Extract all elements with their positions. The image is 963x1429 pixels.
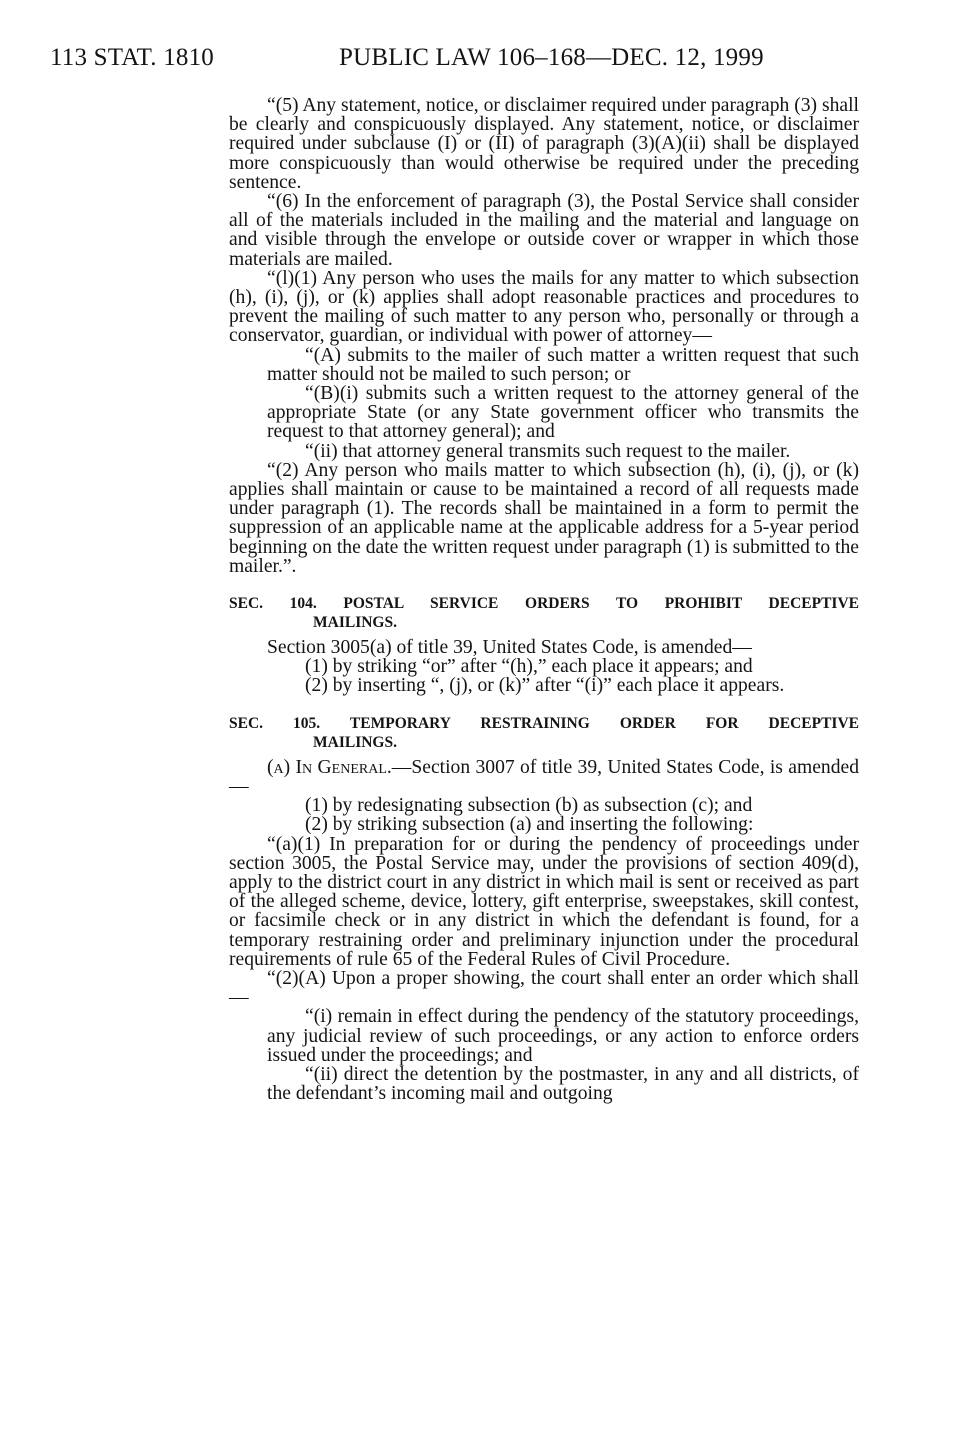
- subsection-l-2: “(2) Any person who mails matter to which subsection (h), (i), (j), or (k) applies shall maintain or cause to be maintained a record of all requests made under paragraph (1). The records shall be maintained in a form to permit the suppression of an applicable name at the applicable address for a 5-year period beginning on the date the written request under paragraph (1) is submitted to the mailer.”.: [229, 459, 859, 577]
- section-105-heading-line2: MAILINGS.: [313, 733, 397, 751]
- inserted-a-1: “(a)(1) In preparation for or during the pendency of proceedings under section 3005, the Postal Service may, under the provisions of section 409(d), apply to the district court in any district in which mail is sent or received as part of the alleged scheme, device, lottery, gift enterprise, sweepstakes, skill contest, or facsimile check or in any district in which the defendant is found, for a temporary restraining order and preliminary injunction under the procedural requirements of rule 65 of the Federal Rules of Civil Procedure.: [229, 833, 859, 970]
- paragraph-5: “(5) Any statement, notice, or disclaimer required under paragraph (3) shall be clearly and conspicuously displayed. Any statement, notice, or disclaimer required under subclause (I) or (II) of paragraph (3)(A)(ii) shall be displayed more conspicuously than would otherwise be required under the preceding sentence.: [229, 95, 859, 193]
- section-104-text: Section 3005(a) of title 39, United States Code, is amended—: [267, 637, 752, 659]
- section-104-item-2: (2) by inserting “, (j), or (k)” after “(i)” each place it appears.: [305, 675, 785, 697]
- section-105-subsection-a: [229, 758, 859, 796]
- section-104-item-1: (1) by striking “or” after “(h),” each place it appears; and: [305, 656, 753, 678]
- page-header: [50, 44, 963, 74]
- section-104-heading: [229, 594, 859, 632]
- inserted-a-2-A: “(2)(A) Upon a proper showing, the court shall enter an order which shall—: [229, 967, 859, 1009]
- section-105-item-2: (2) by striking subsection (a) and inserting the following:: [305, 814, 754, 836]
- subparagraph-l-1-B-i: “(B)(i) submits such a written request to the attorney general of the appropriate State (or any State government officer who transmits the request to that attorney general); and: [267, 383, 859, 443]
- section-104-heading-line2: MAILINGS.: [313, 614, 397, 632]
- section-105-heading-line1: SEC. 105. TEMPORARY RESTRAINING ORDER FOR DECEPTIVE: [229, 714, 859, 732]
- inserted-a-2-A-i: “(i) remain in effect during the pendency of the statutory proceedings, any judicial review of such proceedings, or any action to enforce orders issued under the proceedings; and: [267, 1006, 859, 1066]
- subsection-l-1: “(l)(1) Any person who uses the mails for any matter to which subsection (h), (i), (j), or (k) applies shall adopt reasonable practices and procedures to prevent the mailing of such matter to any person who, personally or through a conservator, guardian, or individual with power of attorney—: [229, 267, 859, 347]
- section-104-heading-line1: SEC. 104. POSTAL SERVICE ORDERS TO PROHIBIT DECEPTIVE: [229, 595, 859, 613]
- clause-l-1-B-ii: “(ii) that attorney general transmits such request to the mailer.: [305, 440, 791, 462]
- paragraph-6: “(6) In the enforcement of paragraph (3), the Postal Service shall consider all of the materials included in the mailing and the material and language on and visible through the envelope or outside cover or wrapper in which those materials are mailed.: [229, 191, 859, 270]
- subsection-a-text: —Section 3007 of title 39, United States Code, is amended—: [229, 756, 860, 797]
- statute-body: [229, 96, 859, 1103]
- subparagraph-l-1-A: “(A) submits to the mailer of such matter a written request that such matter should not be mailed to such person; or: [267, 344, 859, 385]
- page-number: 113 STAT. 1810: [50, 44, 214, 71]
- running-title: PUBLIC LAW 106–168—DEC. 12, 1999: [339, 44, 764, 71]
- subsection-a-heading: (a) In General.: [267, 756, 392, 778]
- section-105-heading: [229, 714, 859, 752]
- inserted-a-2-A-ii: “(ii) direct the detention by the postmaster, in any and all districts, of the defendant’s incoming mail and outgoing: [267, 1063, 859, 1105]
- section-105-item-1: (1) by redesignating subsection (b) as subsection (c); and: [305, 795, 753, 817]
